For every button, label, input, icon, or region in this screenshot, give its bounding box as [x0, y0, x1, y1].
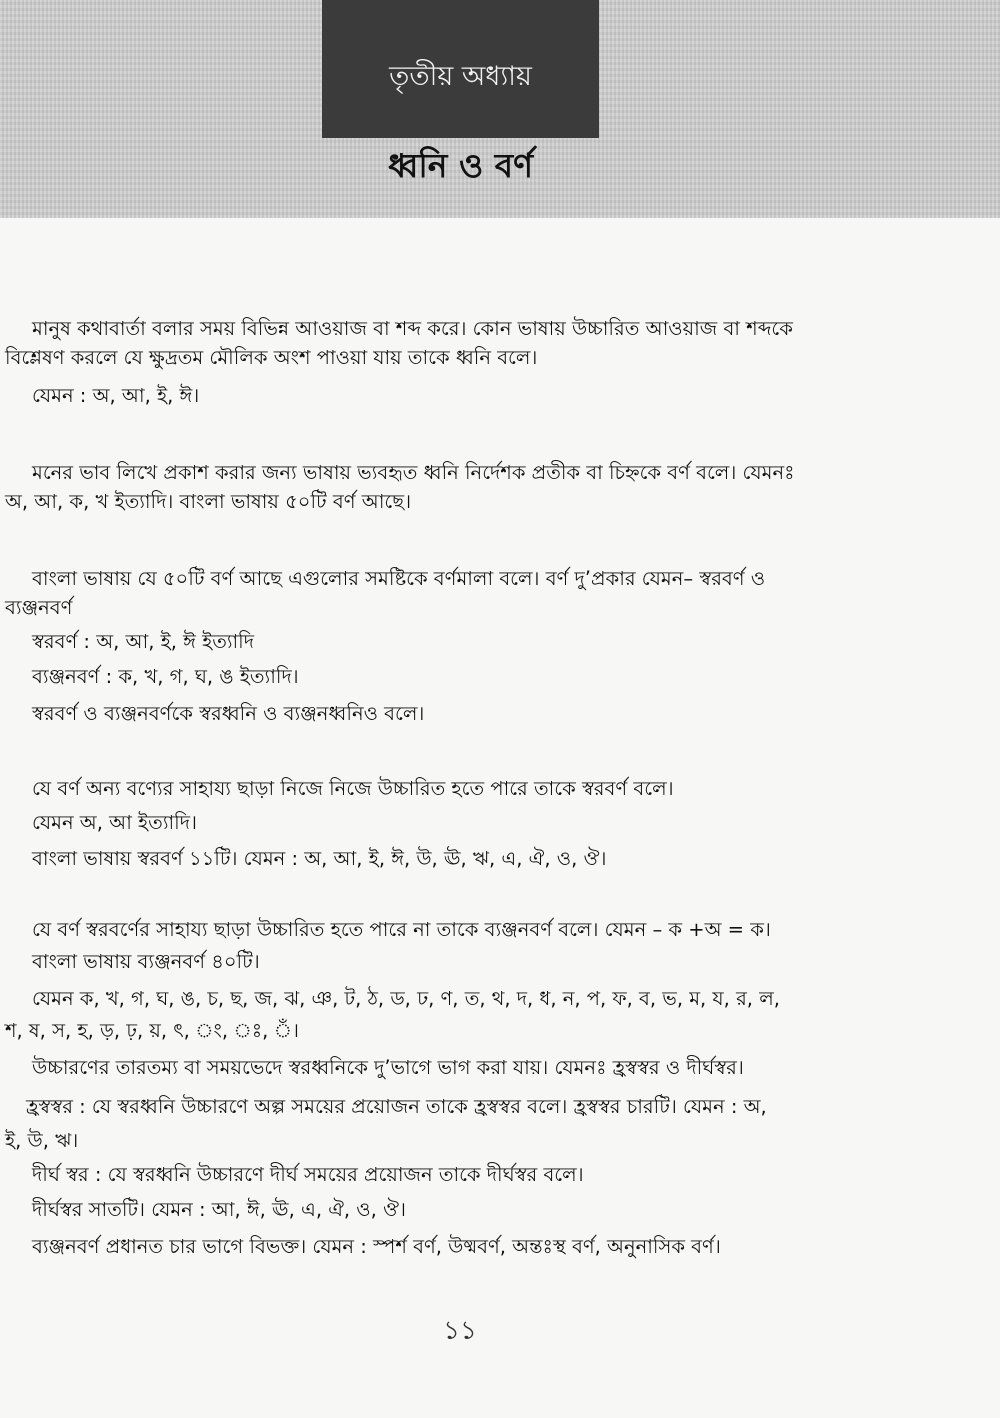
text-line: হ্রস্বস্বর : যে স্বরধ্বনি উচ্চারণে অল্প সময়ের প্রয়োজন তাকে হ্রস্বস্বর বলে। হ্রস্বস্বর চারটি। যেমন : অ, [26, 1095, 767, 1118]
text-line: যে বর্ণ অন্য বণ্যের সাহায্য ছাড়া নিজে নিজে উচ্চারিত হতে পারে তাকে স্বরবর্ণ বলে। [32, 777, 674, 800]
text-line: ই, উ, ঋ। [5, 1129, 79, 1152]
text-line: বাংলা ভাষায় যে ৫০টি বর্ণ আছে এগুলোর সমষ্টিকে বর্ণমালা বলে। বর্ণ দু’প্রকার যেমন– স্বরবর্ণ ও [32, 567, 766, 590]
text-line: বাংলা ভাষায় ব্যঞ্জনবর্ণ ৪০টি। [32, 950, 260, 973]
text-line: যেমন : অ, আ, ই, ঈ। [32, 384, 200, 407]
text-line: যে বর্ণ স্বরবর্ণের সাহায্য ছাড়া উচ্চারিত হতে পারে না তাকে ব্যঞ্জনবর্ণ বলে। যেমন – ক +অ = ক। [32, 918, 771, 941]
text-line: যেমন অ, আ ইত্যাদি। [32, 811, 197, 834]
text-line: দীর্ঘস্বর সাতটি। যেমন : আ, ঈ, ঊ, এ, ঐ, ও, ঔ। [32, 1198, 407, 1221]
chapter-title: ধ্বনি ও বর্ণ [387, 146, 534, 185]
text-line: শ, ষ, স, হ, ড়, ঢ়, য়, ৎ, ং, ঃ, ঁ। [5, 1019, 299, 1042]
text-line: ব্যঞ্জনবর্ণ প্রধানত চার ভাগে বিভক্ত। যেমন : স্পর্শ বর্ণ, উষ্মবর্ণ, অন্তঃস্থ বর্ণ, অনুনাসিক বর্ণ। [32, 1235, 721, 1258]
text-line: যেমন ক, খ, গ, ঘ, ঙ, চ, ছ, জ, ঝ, ঞ, ট, ঠ, ড, ঢ, ণ, ত, থ, দ, ধ, ন, প, ফ, ব, ভ, ম, য, র, ল, [32, 987, 780, 1010]
text-line: মনের ভাব লিখে প্রকাশ করার জন্য ভাষায় ভ্যবহৃত ধ্বনি নির্দেশক প্রতীক বা চিহ্নকে বর্ণ বলে। যেমনঃ [32, 461, 795, 484]
text-line: ব্যঞ্জনবর্ণ : ক, খ, গ, ঘ, ঙ ইত্যাদি। [32, 665, 299, 688]
text-line: মানুষ কথাবার্তা বলার সময় বিভিন্ন আওয়াজ বা শব্দ করে। কোন ভাষায় উচ্চারিত আওয়াজ বা শব্দকে [32, 317, 793, 340]
text-line: বাংলা ভাষায় স্বরবর্ণ ১১টি। যেমন : অ, আ, ই, ঈ, উ, ঊ, ঋ, এ, ঐ, ও, ঔ। [32, 847, 607, 870]
text-line: স্বরবর্ণ ও ব্যঞ্জনবর্ণকে স্বরধ্বনি ও ব্যঞ্জনধ্বনিও বলে। [32, 702, 425, 725]
text-line: উচ্চারণের তারতম্য বা সময়ভেদে স্বরধ্বনিকে দু’ভাগে ভাগ করা যায়। যেমনঃ হ্রস্বস্বর ও দীর্ঘস্বর। [32, 1056, 744, 1079]
text-line: বিশ্লেষণ করলে যে ক্ষুদ্রতম মৌলিক অংশ পাওয়া যায় তাকে ধ্বনি বলে। [5, 346, 538, 369]
text-line: ব্যঞ্জনবর্ণ [5, 596, 73, 619]
chapter-label: তৃতীয় অধ্যায় [322, 0, 599, 138]
text-line: দীর্ঘ স্বর : যে স্বরধ্বনি উচ্চারণে দীর্ঘ সময়ের প্রয়োজন তাকে দীর্ঘস্বর বলে। [32, 1163, 584, 1186]
text-line: অ, আ, ক, খ ইত্যাদি। বাংলা ভাষায় ৫০টি বর্ণ আছে। [5, 490, 412, 513]
page-number: ১১ [443, 1316, 477, 1346]
text-line: স্বরবর্ণ : অ, আ, ই, ঈ ইত্যাদি [32, 630, 255, 653]
